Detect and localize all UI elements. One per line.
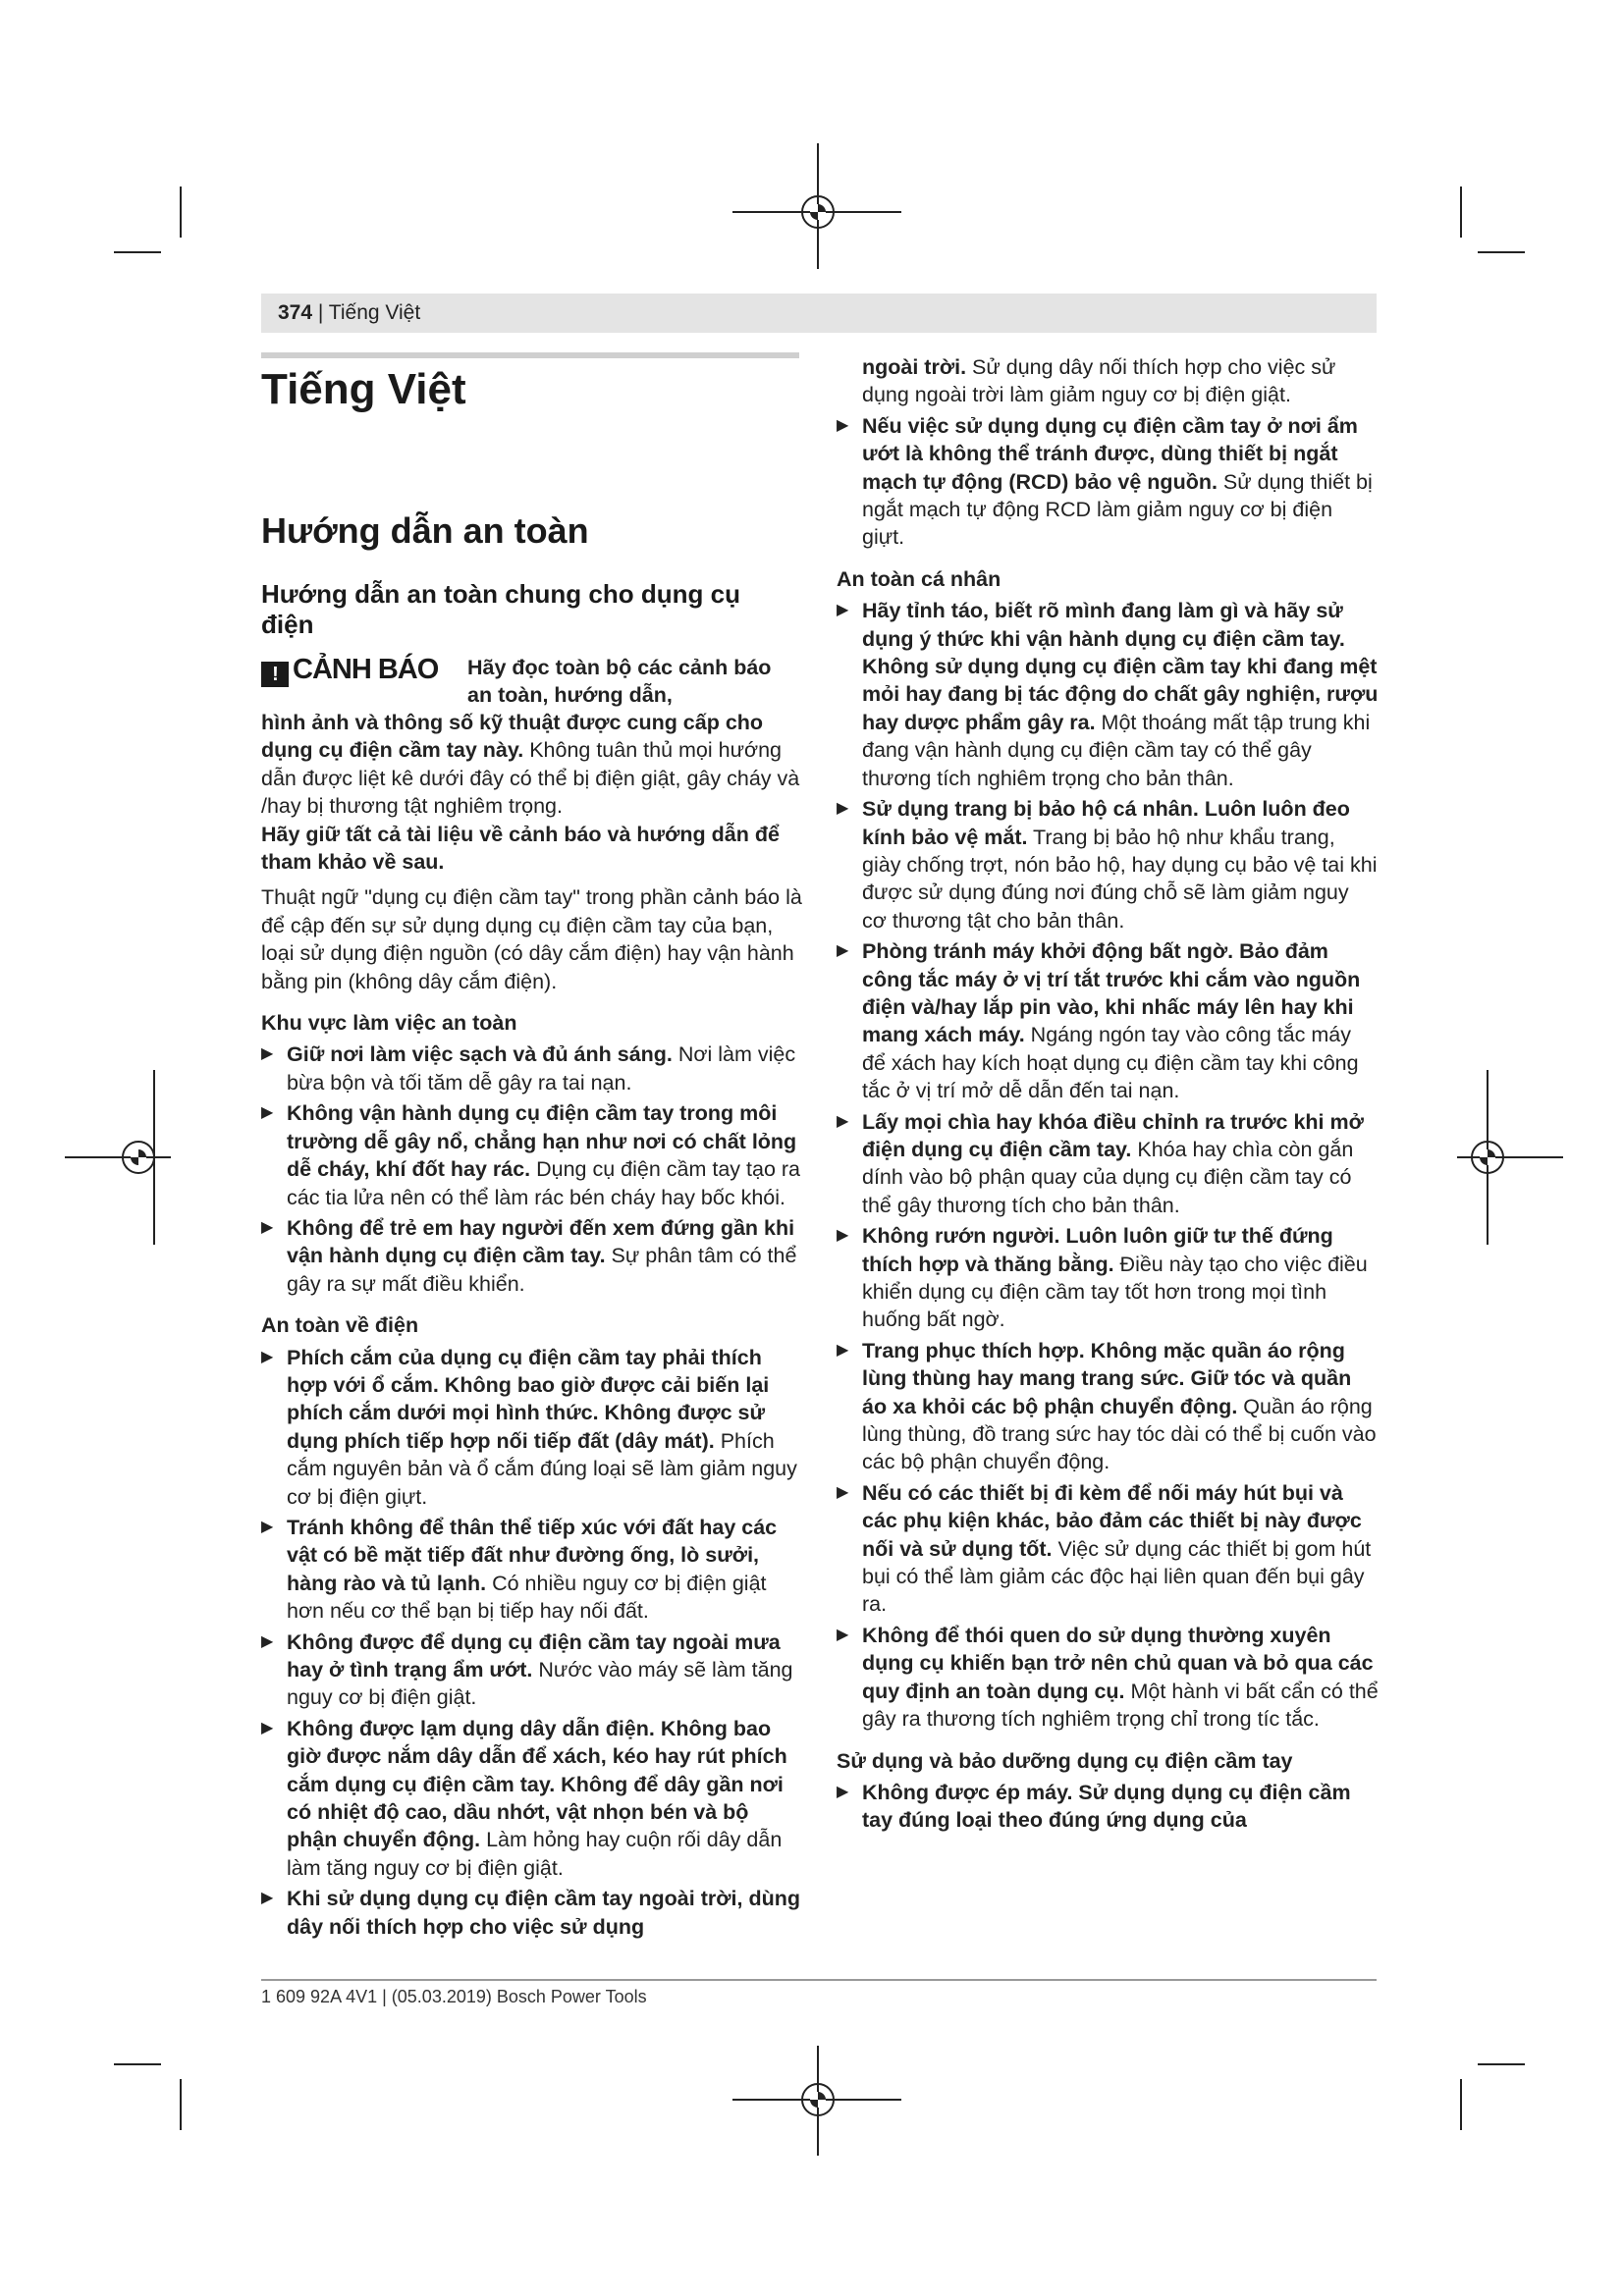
bullet-triangle-icon: ▶ <box>837 416 849 434</box>
list-item <box>261 1715 803 1882</box>
footer-rule <box>261 1979 1377 1981</box>
item-text: Việc sử dụng các thiết bị gom hút bụi có thể làm giảm các độc hại liên quan đến bụi gây ra. <box>862 1536 1372 1617</box>
list-item <box>837 597 1379 792</box>
warning-text <box>261 709 803 821</box>
item-bold: Nếu việc sử dụng dụng cụ điện cầm tay ở nơi ẩm ướt là không thể tránh được, dùng thiết bị ngắt mạch tự động (RCD) bảo vệ nguồn. <box>862 413 1358 494</box>
item-bold: Không để thói quen do sử dụng thường xuyên dụng cụ khiến bạn trở nên chủ quan và bỏ qua các quy định an toàn dụng cụ. <box>862 1623 1374 1703</box>
bullet-triangle-icon: ▶ <box>837 1626 849 1643</box>
bullet-triangle-icon: ▶ <box>837 1483 849 1501</box>
item-text: Sử dụng dây nối thích hợp cho việc sử dụng ngoài trời làm giảm nguy cơ bị điện giật. <box>862 355 1336 407</box>
list-item <box>837 1108 1379 1220</box>
crop-mark <box>180 2079 182 2130</box>
list-item <box>837 1622 1379 1734</box>
registration-target-icon <box>801 195 835 229</box>
crop-mark <box>1478 2063 1525 2065</box>
bullet-triangle-icon: ▶ <box>261 1632 274 1650</box>
bullet-triangle-icon: ▶ <box>261 1348 274 1365</box>
list-item <box>261 1514 803 1626</box>
bullet-triangle-icon: ▶ <box>837 1783 849 1800</box>
item-bold: Không được để dụng cụ điện cầm tay ngoài mưa hay ở tình trạng ẩm ướt. <box>287 1629 781 1682</box>
item-bold: Tránh không để thân thể tiếp xúc với đất hay các vật có bề mặt tiếp đất như đường ống, lò sưởi, hàng rào và tủ lạnh. <box>287 1515 778 1595</box>
item-bold: Không được ép máy. Sử dụng dụng cụ điện cầm tay đúng loại theo đúng ứng dụng của <box>862 1780 1351 1833</box>
left-column <box>261 654 803 1944</box>
bullet-triangle-icon: ▶ <box>837 942 849 960</box>
item-text: Có nhiều nguy cơ bị điện giật hơn nếu cơ thể bạn bị tiếp hay nối đất. <box>287 1571 767 1624</box>
bullet-triangle-icon: ▶ <box>261 1890 274 1907</box>
bullet-triangle-icon: ▶ <box>261 1719 274 1736</box>
item-text: Làm hỏng hay cuộn rối dây dẫn làm tăng nguy cơ bị điện giật. <box>287 1828 783 1880</box>
item-bold: Phích cắm của dụng cụ điện cầm tay phải thích hợp với ổ cắm. Không bao giờ được cải biến lại phích cắm dưới mọi hình thức. Không được sử dụng phích tiếp hợp nối tiếp đất (dây mát). <box>287 1345 770 1453</box>
item-text: Sự phân tâm có thể gây ra sự mất điều khiển. <box>287 1244 797 1296</box>
item-bold: Lấy mọi chìa hay khóa điều chỉnh ra trước khi mở điện dụng cụ điện cầm tay. <box>862 1109 1364 1161</box>
item-bold: Không rướn người. Luôn luôn giữ tư thế đứng thích hợp và thăng bằng. <box>862 1224 1333 1276</box>
crop-mark <box>1478 251 1525 253</box>
list-item <box>261 1885 803 1941</box>
list-item <box>837 1337 1379 1476</box>
crop-mark <box>114 2063 161 2065</box>
list-item <box>837 412 1379 552</box>
warning-body: Không tuân thủ mọi hướng dẫn được liệt kê dưới đây có thể bị điện giật, gây cháy và /hay bị thương tật nghiêm trọng. <box>261 738 800 819</box>
page-title: Tiếng Việt <box>261 365 466 413</box>
section-title: Hướng dẫn an toàn <box>261 510 589 551</box>
header-separator: | <box>312 301 329 324</box>
list-item <box>837 795 1379 934</box>
list-item <box>837 1222 1379 1334</box>
usage-heading: Sử dụng và bảo dưỡng dụng cụ điện cầm tay <box>837 1748 1293 1773</box>
bullet-triangle-icon: ▶ <box>261 1045 274 1063</box>
item-text: Dụng cụ điện cầm tay tạo ra các tia lửa nên có thể làm rác bén cháy hay bốc khói. <box>287 1157 801 1209</box>
bullet-triangle-icon: ▶ <box>837 602 849 619</box>
list-item <box>261 1099 803 1211</box>
registration-target-icon <box>801 2083 835 2116</box>
crop-mark <box>1460 2079 1462 2130</box>
item-text: Quần áo rộng lùng thùng, đồ trang sức hay tóc dài có thể bị cuốn vào các bộ phận chuyển động. <box>862 1394 1377 1474</box>
item-text: Nơi làm việc bừa bộn và tối tăm dễ gây ra tai nạn. <box>287 1042 796 1095</box>
registration-target-icon <box>122 1141 155 1174</box>
warning-label: CẢNH BÁO <box>293 654 439 685</box>
item-text: Nước vào máy sẽ làm tăng nguy cơ bị điện giật. <box>287 1658 793 1710</box>
list-item <box>837 1779 1379 1835</box>
page-header-bar <box>261 294 1377 333</box>
warning-lead: Hãy đọc toàn bộ các cảnh báo an toàn, hướng dẫn, <box>467 656 772 708</box>
bullet-triangle-icon: ▶ <box>837 1112 849 1130</box>
item-text: Một hành vi bất cẩn có thể gây ra thương tích nghiêm trọng chỉ trong tíc tắc. <box>862 1679 1379 1732</box>
bullet-triangle-icon: ▶ <box>261 1518 274 1535</box>
item-text: Trang bị bảo hộ như khẩu trang, giày chống trợt, nón bảo hộ, hay dụng cụ bảo vệ tai khi được sử dụng đúng nơi đúng chỗ sẽ làm giảm nguy cơ thương tật cho bản thân. <box>862 825 1378 933</box>
registration-target-icon <box>1471 1141 1504 1174</box>
item-text: Ngáng ngón tay vào công tắc máy để xách hay kích hoạt dụng cụ điện cầm tay khi công tắc ở vị trí mở dễ dẫn đến tai nạn. <box>862 1023 1359 1103</box>
bullet-triangle-icon: ▶ <box>837 1227 849 1245</box>
personal-heading: An toàn cá nhân <box>837 566 1001 591</box>
page-header <box>278 301 420 325</box>
crop-mark <box>1460 187 1462 238</box>
item-bold: Không vận hành dụng cụ điện cầm tay trong môi trường dễ gây nổ, chẳng hạn như nơi có chất lỏng dễ cháy, khí đốt hay rác. <box>287 1101 797 1182</box>
list-item <box>261 1629 803 1712</box>
bullet-triangle-icon: ▶ <box>261 1218 274 1236</box>
item-bold: Giữ nơi làm việc sạch và đủ ánh sáng. <box>287 1042 673 1067</box>
item-bold: Sử dụng trang bị bảo hộ cá nhân. Luôn luôn đeo kính bảo vệ mắt. <box>862 797 1350 849</box>
intro-paragraph: Thuật ngữ "dụng cụ điện cầm tay" trong phần cảnh báo là để cập đến sự sử dụng dụng cụ điện cầm tay của bạn, loại sử dụng điện nguồn (có dây cắm điện) hay vận hành bằng pin (không dây cắm điện). <box>261 885 802 993</box>
item-bold: Khi sử dụng dụng cụ điện cầm tay ngoài trời, dùng dây nối thích hợp cho việc sử dụng <box>287 1887 800 1939</box>
item-bold: Hãy tỉnh táo, biết rõ mình đang làm gì và hãy sử dụng ý thức khi vận hành dụng cụ điện cầm tay. Không sử dụng dụng cụ điện cầm tay khi đang mệt mỏi hay đang bị tác động do chất gây nghiện, rượu hay dược phẩm gây ra. <box>862 599 1379 734</box>
header-language: Tiếng Việt <box>328 301 421 324</box>
continued-item <box>837 353 1379 409</box>
item-bold: ngoài trời. <box>862 355 967 379</box>
bullet-triangle-icon: ▶ <box>837 1341 849 1359</box>
bullet-triangle-icon: ▶ <box>261 1104 274 1122</box>
list-item <box>261 1344 803 1511</box>
item-bold: Không được lạm dụng dây dẫn điện. Không bao giờ được nắm dây dẫn để xách, kéo hay rút phích cắm dụng cụ điện cầm tay. Không để dây gần nơi có nhiệt độ cao, dầu nhớt, vật nhọn bén và bộ phận chuyển động. <box>287 1716 787 1852</box>
item-bold: Trang phục thích hợp. Không mặc quần áo rộng lùng thùng hay mang trang sức. Giữ tóc và quần áo xa khỏi các bộ phận chuyển động. <box>862 1338 1352 1418</box>
crop-mark <box>180 187 182 238</box>
item-text: Một thoáng mất tập trung khi đang vận hành dụng cụ điện cầm tay có thể gây thương tích nghiêm trọng cho bản thân. <box>862 710 1371 790</box>
list-item <box>837 937 1379 1104</box>
item-bold: Không để trẻ em hay người đến xem đứng gần khi vận hành dụng cụ điện cầm tay. <box>287 1215 795 1268</box>
warning-cont: hình ảnh và thông số kỹ thuật được cung cấp cho dụng cụ điện cầm tay này. <box>261 711 764 763</box>
warning-label-box <box>261 656 438 687</box>
warning-triangle-icon: ! <box>261 662 289 687</box>
page-number: 374 <box>278 301 313 324</box>
right-column <box>837 353 1379 1838</box>
list-item <box>261 1041 803 1096</box>
item-text: Sử dụng thiết bị ngắt mạch tự động RCD làm giảm nguy cơ bị điện giựt. <box>862 469 1373 550</box>
work-area-heading: Khu vực làm việc an toàn <box>261 1011 517 1036</box>
warning-keep: Hãy giữ tất cả tài liệu về cảnh báo và hướng dẫn để tham khảo về sau. <box>261 822 780 875</box>
item-bold: Phòng tránh máy khởi động bất ngờ. Bảo đảm công tắc máy ở vị trí tắt trước khi cắm vào nguồn điện và/hay lắp pin vào, khi nhấc máy lên hay khi mang xách máy. <box>862 939 1361 1047</box>
warning-row <box>261 654 803 709</box>
list-item <box>837 1479 1379 1619</box>
list-item <box>261 1214 803 1298</box>
subsection-title: Hướng dẫn an toàn chung cho dụng cụ điện <box>261 579 740 639</box>
item-bold: Nếu có các thiết bị đi kèm để nối máy hút bụi và các phụ kiện khác, bảo đảm các thiết bị này được nối và sử dụng tốt. <box>862 1480 1362 1561</box>
bullet-triangle-icon: ▶ <box>837 800 849 818</box>
title-rule <box>261 352 799 358</box>
crop-mark <box>114 251 161 253</box>
page-footer: 1 609 92A 4V1 | (05.03.2019) Bosch Power Tools <box>261 1987 647 2006</box>
electrical-heading: An toàn về điện <box>261 1313 419 1338</box>
item-text: Khóa hay chìa còn gắn dính vào bộ phận quay của dụng cụ điện cầm tay có thể gây thương tích cho bản thân. <box>862 1137 1354 1217</box>
item-text: Điều này tạo cho việc điều khiển dụng cụ điện cầm tay tốt hơn trong mọi tình huống bất ngờ. <box>862 1252 1368 1332</box>
item-text: Phích cắm nguyên bản và ổ cắm đúng loại sẽ làm giảm nguy cơ bị điện giựt. <box>287 1428 797 1509</box>
